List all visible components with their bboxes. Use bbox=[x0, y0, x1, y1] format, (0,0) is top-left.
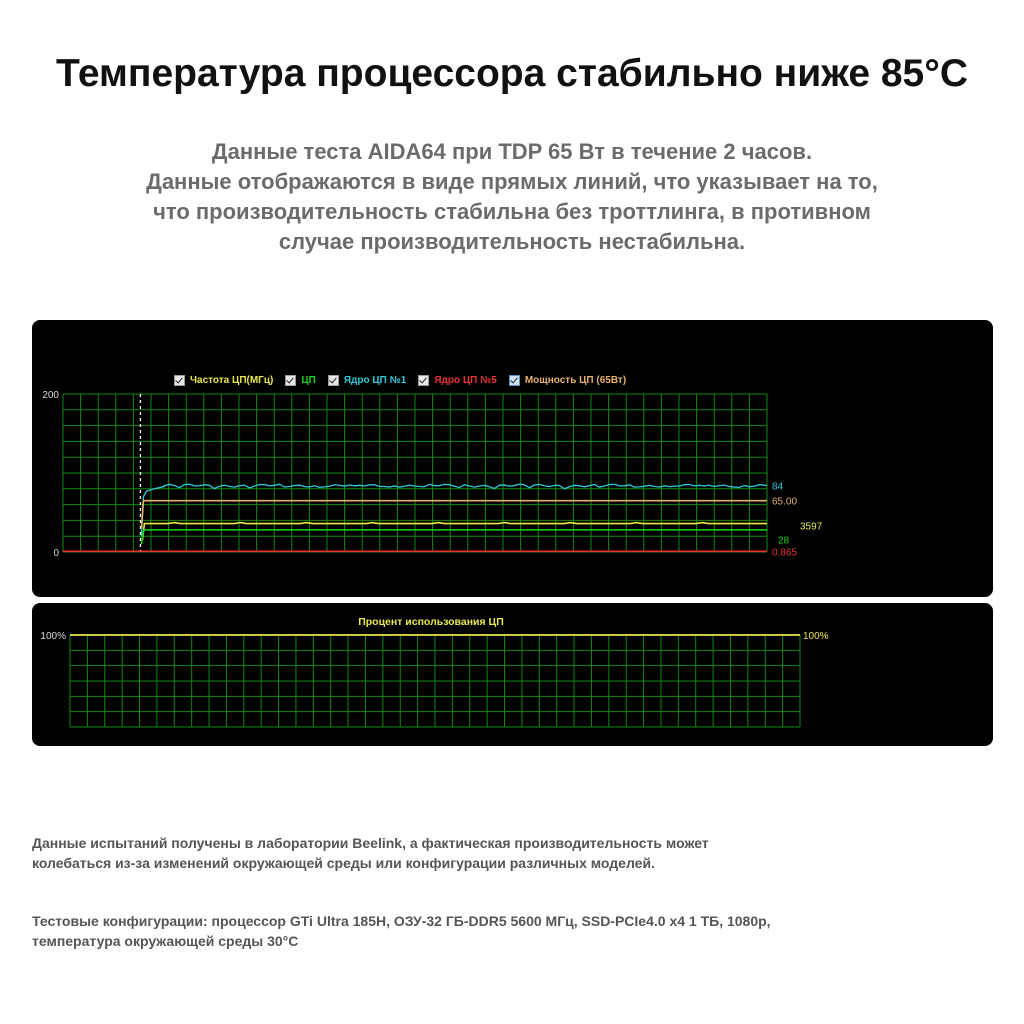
disclaimer-line: Данные испытаний получены в лаборатории Beelink, а фактическая производительность может bbox=[32, 835, 709, 851]
y-tick-label: 100% bbox=[40, 631, 66, 642]
subtitle-line: случае производительность нестабильна. bbox=[278, 229, 746, 254]
legend-item-power[interactable] bbox=[509, 375, 626, 386]
chart-legend bbox=[174, 372, 638, 388]
legend-label: Мощность ЦП (65Вт) bbox=[524, 374, 627, 386]
subtitle-line: Данные теста AIDA64 при TDP 65 Вт в течение 2 часов. bbox=[211, 139, 813, 164]
series-line bbox=[141, 484, 767, 536]
legend-item-cpu[interactable] bbox=[285, 375, 316, 386]
series-end-label: 0.865 bbox=[772, 547, 798, 559]
series-end-label: 65.00 bbox=[772, 496, 798, 508]
subtitle-line: Данные отображаются в виде прямых линий, что указывает на то, bbox=[146, 169, 878, 194]
test-config-note bbox=[32, 911, 912, 951]
lab-disclaimer bbox=[32, 833, 912, 873]
disclaimer-line: колебаться из-за изменений окружающей среды или конфигурации различных моделей. bbox=[32, 855, 655, 871]
series-end-label: 3597 bbox=[800, 521, 823, 533]
legend-item-core1[interactable] bbox=[328, 375, 407, 386]
checkbox-icon[interactable] bbox=[174, 375, 185, 386]
series-line bbox=[141, 530, 767, 544]
y-tick-label: 0 bbox=[53, 548, 59, 559]
y-tick-label: 200 bbox=[42, 390, 59, 401]
config-line: температура окружающей среды 30°C bbox=[32, 933, 299, 949]
legend-item-core5[interactable] bbox=[418, 375, 497, 386]
checkbox-icon[interactable] bbox=[285, 375, 296, 386]
legend-label: Частота ЦП(МГц) bbox=[190, 374, 274, 386]
checkbox-icon[interactable] bbox=[418, 375, 429, 386]
sensor-graph-panel bbox=[32, 320, 993, 597]
sensor-line-chart bbox=[32, 320, 993, 597]
page-title: Температура процессора стабильно ниже 85°C bbox=[55, 52, 968, 95]
legend-label: ЦП bbox=[301, 374, 316, 386]
checkbox-icon[interactable] bbox=[509, 375, 520, 386]
checkbox-icon[interactable] bbox=[328, 375, 339, 386]
legend-label: Ядро ЦП №1 bbox=[343, 374, 407, 386]
cpu-usage-panel bbox=[32, 603, 993, 746]
cpu-usage-chart bbox=[32, 603, 993, 746]
series-end-label: 84 bbox=[772, 481, 784, 493]
usage-end-label: 100% bbox=[803, 631, 829, 642]
legend-label: Ядро ЦП №5 bbox=[434, 374, 497, 386]
series-line bbox=[142, 523, 767, 541]
config-line: Тестовые конфигурации: процессор GTi Ultra 185H, ОЗУ-32 ГБ-DDR5 5600 МГц, SSD-PCIe4.0 x4 1 ТБ, 1080p, bbox=[32, 913, 771, 929]
subtitle bbox=[60, 137, 964, 257]
subtitle-line: что производительность стабильна без троттлинга, в противном bbox=[153, 199, 871, 224]
series-end-label: 28 bbox=[778, 535, 790, 547]
legend-item-freq[interactable] bbox=[174, 375, 273, 386]
chart-title: Процент использования ЦП bbox=[358, 616, 504, 628]
